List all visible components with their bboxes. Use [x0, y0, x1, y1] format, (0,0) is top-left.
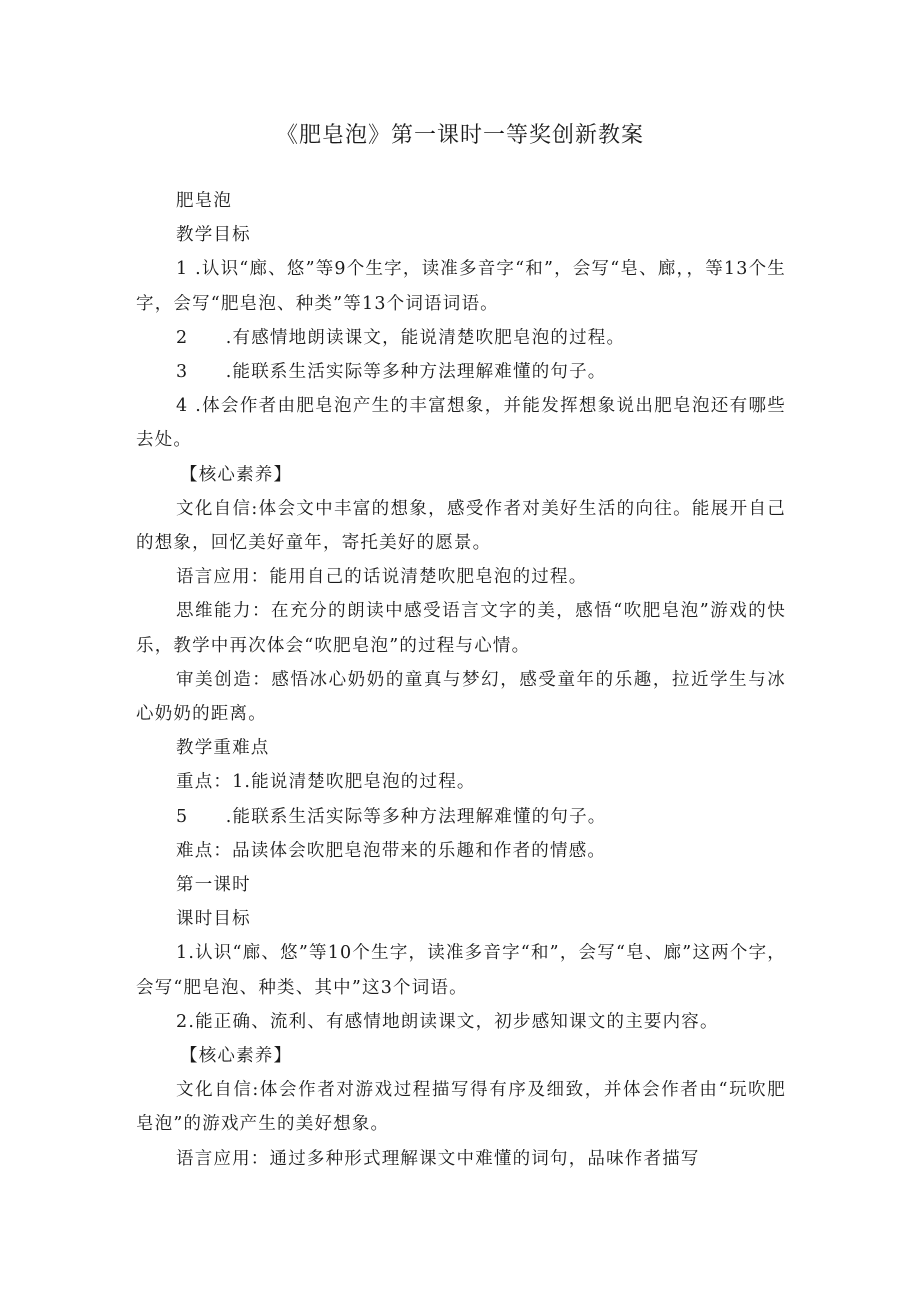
goal-item-1: 1 .认识“廊、悠”等9个生字，读准多音字“和”，会写“皂、廊，，等13个生字，会写“肥皂泡、种类”等13个词语词语。 [136, 259, 786, 314]
heading-teaching-goals: 教学目标 [176, 225, 251, 246]
document-title: 《肥皂泡》第一课时一等奖创新教案 [275, 123, 644, 148]
key-point-2: 5 .能联系生活实际等多种方法理解难懂的句子。 [176, 806, 607, 827]
goal-item-4: 4 .体会作者由肥皂泡产生的丰富想象，并能发挥想象说出肥皂泡还有哪些去处。 [136, 396, 786, 451]
lesson-literacy-cultural: 文化自信:体会作者对游戏过程描写得有序及细致，并体会作者由“玩吹肥皂泡”的游戏产生的美好想象。 [136, 1080, 786, 1135]
goal-item-2: 2 .有感情地朗读课文，能说清楚吹肥皂泡的过程。 [176, 327, 626, 348]
goal-item-3: 3 .能联系生活实际等多种方法理解难懂的句子。 [176, 362, 607, 383]
paragraph-lesson-name: 肥皂泡 [176, 191, 233, 211]
heading-core-literacy: 【核心素养】 [180, 464, 293, 485]
literacy-thinking: 思维能力：在充分的朗读中感受语言文字的美，感悟“吹肥皂泡”游戏的快乐，教学中再次体会“吹肥皂泡”的过程与心情。 [136, 601, 786, 656]
lesson-literacy-language: 语言应用：通过多种形式理解课文中难懂的词句，品味作者描写 [176, 1148, 700, 1169]
lesson-goal-2: 2.能正确、流利、有感情地朗读课文，初步感知课文的主要内容。 [176, 1011, 719, 1032]
literacy-language-use: 语言应用：能用自己的话说清楚吹肥皂泡的过程。 [176, 567, 588, 588]
document-body [136, 184, 786, 1176]
literacy-aesthetic: 审美创造：感悟冰心奶奶的童真与梦幻，感受童年的乐趣，拉近学生与冰心奶奶的距离。 [136, 669, 786, 725]
difficult-point: 难点：品读体会吹肥皂泡带来的乐趣和作者的情感。 [176, 840, 607, 861]
heading-lesson-goals: 课时目标 [176, 909, 251, 930]
literacy-cultural-confidence: 文化自信:体会文中丰富的想象，感受作者对美好生活的向往。能展开自己的想象，回忆美好童年，寄托美好的愿景。 [136, 498, 786, 554]
key-point-1: 重点：1.能说清楚吹肥皂泡的过程。 [176, 772, 476, 793]
heading-core-literacy-2: 【核心素养】 [180, 1046, 293, 1067]
heading-key-points: 教学重难点 [176, 738, 270, 759]
heading-first-lesson: 第一课时 [176, 875, 251, 896]
lesson-goal-1: 1.认识“廊、悠”等10个生字，读准多音字“和”，会写“皂、廊”这两个字，会写“肥皂泡、种类、其中”这3个词语。 [136, 943, 786, 998]
